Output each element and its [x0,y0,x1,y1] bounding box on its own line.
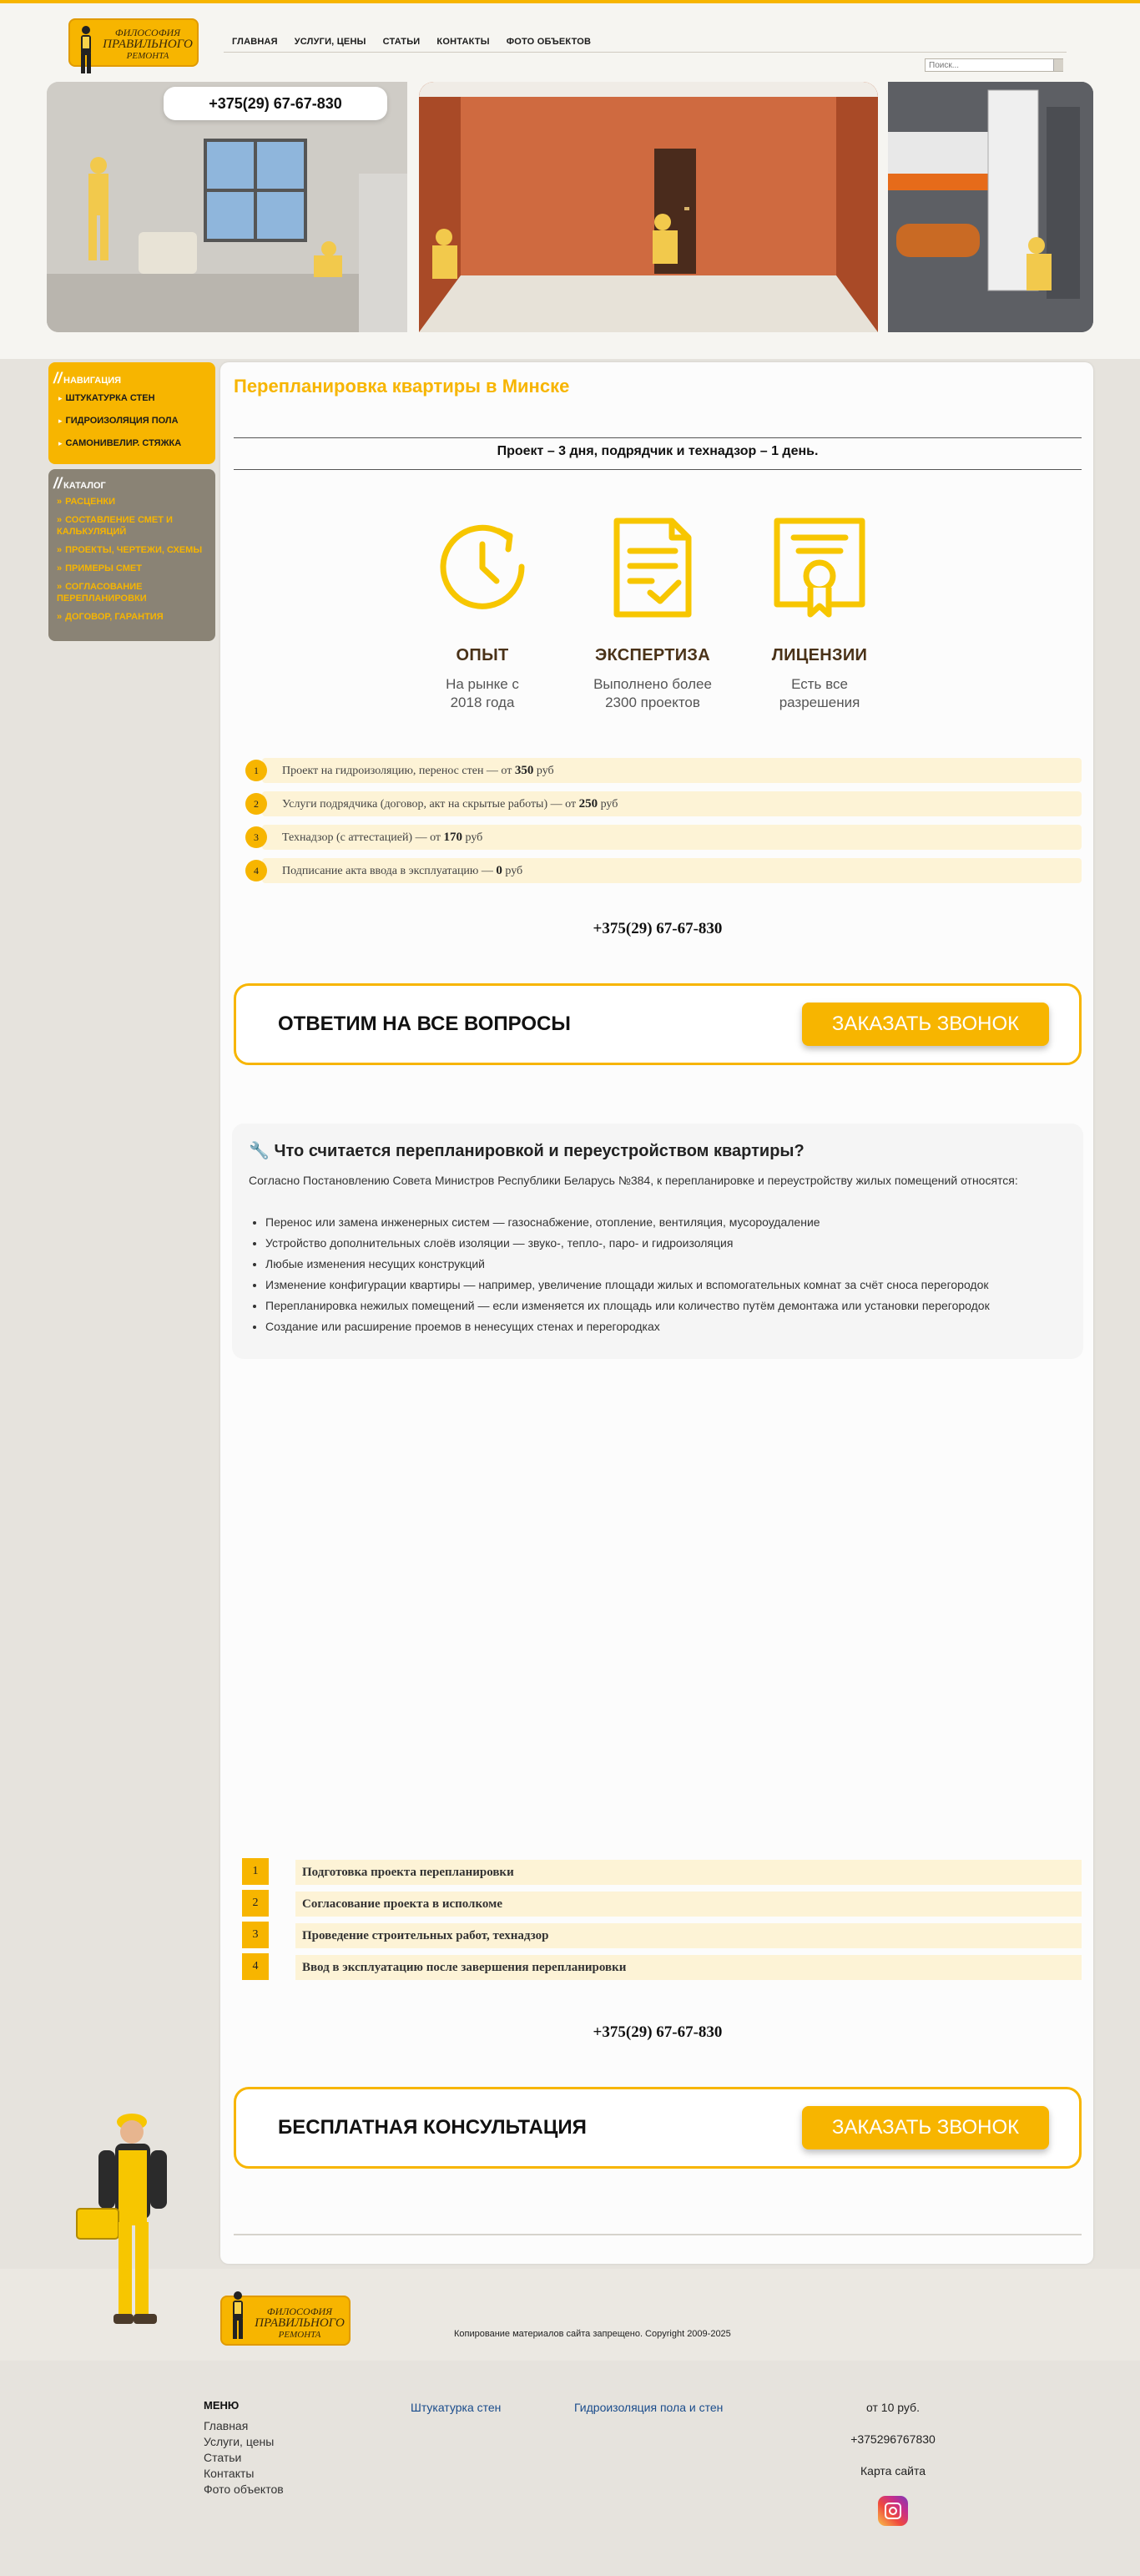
step-row [242,1953,1082,1982]
sidebar-item-screed[interactable]: ▸ САМОНИВЕЛИР. СТЯЖКА [48,432,215,455]
cta-questions [234,983,1082,1065]
nav-articles[interactable]: СТАТЬИ [382,37,421,47]
banner-bathroom-illustration [888,82,1093,332]
footer-link-plastering[interactable]: Штукатурка стен [411,2401,502,2414]
footer-logo-line-1: ФИЛОСОФИЯ [266,2306,333,2317]
footer-price: от 10 руб. [866,2401,920,2414]
step-text: Согласование проекта в исполкоме [302,1897,503,1911]
nav-contacts[interactable]: КОНТАКТЫ [436,37,490,47]
price-row-number: 4 [245,860,267,881]
nav-divider [224,52,1067,53]
info-list-item: • Перенос или замена инженерных систем — газоснабжение, отопление, вентиляция, мусороудаление [265,1212,1067,1233]
price-row-text: Услуги подрядчика (договор, акт на скрытые работы) — от 250 руб [282,797,618,811]
footer-col-waterproofing [574,2401,723,2414]
search-input[interactable] [925,58,1063,72]
sidebar-navigation [48,362,215,464]
info-list-item: • Любые изменения несущих конструкций [265,1254,1067,1275]
nav-home[interactable]: ГЛАВНАЯ [232,37,278,47]
replanning-info-box [232,1124,1083,1359]
feature-licenses-line2: разрешения [779,695,860,710]
info-heading: 🔧 Что считается перепланировкой и переустройством квартиры? [249,1142,805,1160]
subtitle-rule-top [234,437,1082,438]
catalog-item-prices[interactable]: » РАСЦЕНКИ [48,492,215,511]
cta-consultation [234,2087,1082,2169]
logo-line-3: РЕМОНТА [126,51,169,61]
footer-logo-line-2: ПРАВИЛЬНОГО [255,2316,345,2330]
info-list-item: • Устройство дополнительных слоёв изоляции — звуко-, тепло-, паро- и гидроизоляция [265,1233,1067,1254]
footer-link-articles[interactable]: Статьи [204,2451,242,2464]
contact-phone[interactable]: +375(29) 67-67-830 [593,920,723,937]
catalog-item-replanning-approval[interactable]: » СОГЛАСОВАНИЕ ПЕРЕПЛАНИРОВКИ [48,578,215,608]
feature-expertise-line1: Выполнено более [593,676,712,692]
cta-questions-text: ОТВЕТИМ НА ВСЕ ВОПРОСЫ [278,1013,571,1035]
sidebar-nav-title: НАВИГАЦИЯ [63,376,122,386]
sidebar-catalog-header: // КАТАЛОГ [53,475,106,492]
info-lead: Согласно Постановлению Совета Министров Республики Беларусь №384, к перепланировке и переустройству жилых помещений относятся: [249,1174,1018,1187]
footer-link-waterproofing[interactable]: Гидроизоляция пола и стен [574,2401,724,2414]
step-row [242,1922,1082,1950]
nav-services[interactable]: УСЛУГИ, ЦЕНЫ [294,37,366,47]
step-text: Ввод в эксплуатацию после завершения перепланировки [302,1961,627,1974]
page-subtitle: Проект – 3 дня, подрядчик и технадзор – 1 день. [497,444,819,458]
sidebar-nav-header: // НАВИГАЦИЯ [53,370,122,386]
footer-logo-line-3: РЕМОНТА [278,2330,321,2340]
sidebar-catalog [48,469,215,641]
footer-link-contacts[interactable]: Контакты [204,2467,255,2480]
nav-photos[interactable]: ФОТО ОБЪЕКТОВ [506,37,592,47]
banner-bathroom [888,82,1093,332]
info-list-item: • Перепланировка нежилых помещений — если изменяется их площадь или количество путём демонтажа или установки перегородок [265,1296,1067,1316]
price-row-number: 1 [245,760,267,781]
logo-line-1: ФИЛОСОФИЯ [114,27,181,38]
catalog-item-estimates[interactable]: » СОСТАВЛЕНИЕ СМЕТ И КАЛЬКУЛЯЦИЙ [48,511,215,541]
instagram-icon[interactable] [878,2496,908,2526]
certificate-icon [765,513,874,621]
catalog-item-contract[interactable]: » ДОГОВОР, ГАРАНТИЯ [48,608,215,626]
footer-link-services[interactable]: Услуги, цены [204,2435,275,2448]
banner-phone-bubble[interactable] [164,87,387,120]
step-number: 3 [242,1922,269,1948]
price-row-number: 2 [245,793,267,815]
feature-expertise-heading: ЭКСПЕРТИЗА [595,646,710,664]
footer-menu-title: МЕНЮ [204,2399,240,2412]
price-row [234,758,1082,783]
step-row [242,1890,1082,1918]
step-text: Подготовка проекта перепланировки [302,1866,514,1879]
price-row-text: Проект на гидроизоляцию, перенос стен — от 350 руб [282,764,554,777]
footer-menu [204,2399,284,2498]
feature-experience [399,513,566,712]
footer-worker-logo-icon [229,2291,247,2342]
price-row [234,791,1082,816]
price-row-text: Подписание акта ввода в эксплуатацию — 0 руб [282,864,523,877]
step-number: 2 [242,1890,269,1917]
info-list-item: • Создание или расширение проемов в ненесущих стенах и перегородках [265,1316,1067,1337]
price-row-number: 3 [245,826,267,848]
page-title: Перепланировка квартиры в Минске [234,376,570,397]
feature-licenses-heading: ЛИЦЕНЗИИ [771,646,868,664]
step-number: 4 [242,1953,269,1980]
feature-experience-heading: ОПЫТ [456,646,509,664]
subtitle-rule-bottom [234,469,1082,470]
feature-licenses [736,513,903,712]
logo-line-2: ПРАВИЛЬНОГО [103,38,193,51]
order-call-button-2[interactable]: ЗАКАЗАТЬ ЗВОНОК [802,2106,1049,2149]
document-check-icon [598,513,707,621]
info-list [265,1212,1067,1337]
main-nav [224,37,599,47]
step-number: 1 [242,1858,269,1885]
step-text: Проведение строительных работ, технадзор [302,1929,549,1942]
catalog-item-estimate-examples[interactable]: » ПРИМЕРЫ СМЕТ [48,559,215,578]
sidebar-catalog-title: КАТАЛОГ [63,481,106,491]
clock-icon [428,513,537,621]
feature-experience-line1: На рынке с [446,676,519,692]
price-row [234,825,1082,850]
worker-mascot-icon [73,2109,182,2334]
sidebar-item-waterproofing[interactable]: ▸ ГИДРОИЗОЛЯЦИЯ ПОЛА [48,410,215,432]
price-row-text: Технадзор (с аттестацией) — от 170 руб [282,831,483,844]
feature-licenses-line1: Есть все [791,676,848,692]
banner-room [419,82,878,332]
footer-link-home[interactable]: Главная [204,2419,249,2432]
footer-logo[interactable] [220,2296,351,2346]
site-logo[interactable] [68,18,199,67]
cta-consultation-text: БЕСПЛАТНАЯ КОНСУЛЬТАЦИЯ [278,2116,587,2139]
footer-sitemap-link[interactable]: Карта сайта [860,2464,926,2478]
catalog-item-projects[interactable]: » ПРОЕКТЫ, ЧЕРТЕЖИ, СХЕМЫ [48,541,215,559]
worker-logo-icon [77,25,95,77]
banner-phone: +375(29) 67-67-830 [209,95,342,112]
search-button[interactable] [1053,59,1063,71]
contact-phone-2[interactable]: +375(29) 67-67-830 [593,2023,723,2041]
content-bottom-divider [234,2234,1082,2235]
info-list-item: • Изменение конфигурации квартиры — например, увеличение площади жилых и вспомогательных комнат за счёт сноса перегородок [265,1275,1067,1296]
main-content [220,362,1093,2264]
feature-expertise-line2: 2300 проектов [605,695,700,710]
sidebar-item-plastering[interactable]: ▸ ШТУКАТУРКА СТЕН [48,387,215,410]
feature-expertise [569,513,736,712]
price-row [234,858,1082,883]
footer-col-plastering [411,2401,501,2414]
banner-room-illustration [419,82,878,332]
order-call-button[interactable]: ЗАКАЗАТЬ ЗВОНОК [802,1003,1049,1046]
footer-phone[interactable]: +375296767830 [850,2432,936,2446]
copyright-text: Копирование материалов сайта запрещено. Copyright 2009-2025 [454,2329,731,2339]
feature-experience-line2: 2018 года [450,695,515,710]
footer-link-photos[interactable]: Фото объектов [204,2483,284,2496]
step-row [242,1858,1082,1887]
